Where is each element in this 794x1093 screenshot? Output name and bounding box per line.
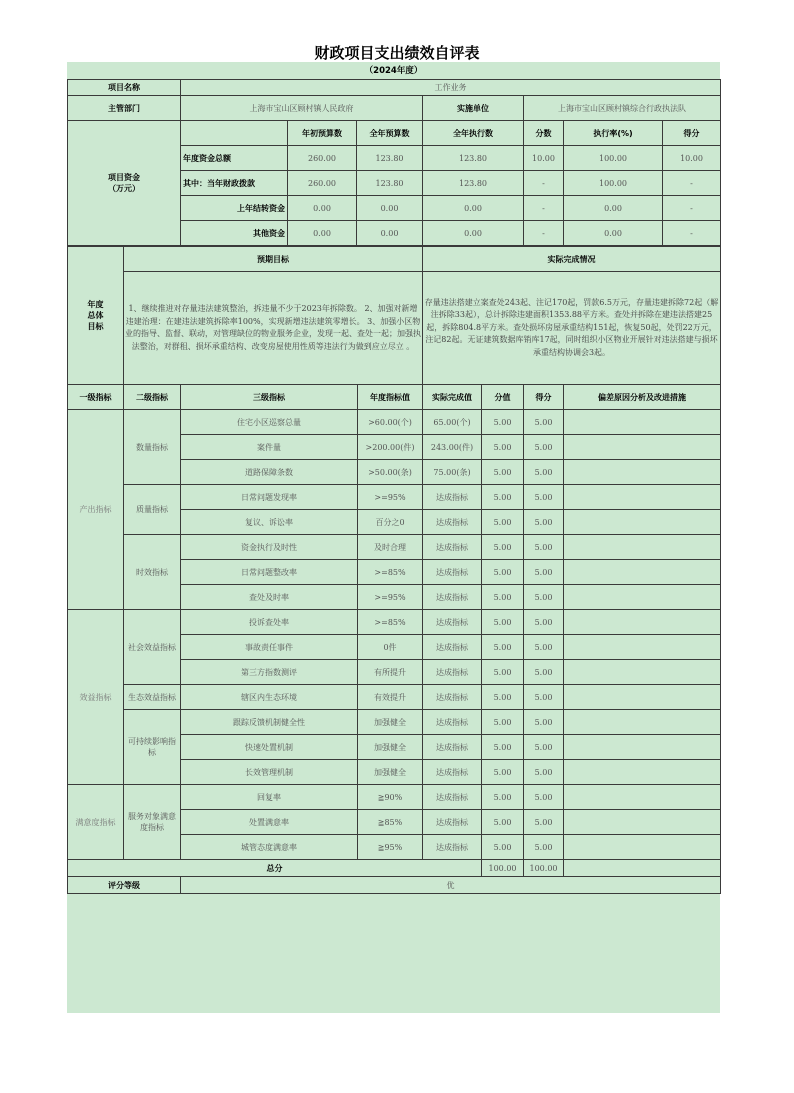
indicator-name: 日常问题整改率 (181, 560, 358, 585)
indicator-score: 5.00 (524, 635, 564, 660)
indicator-weight: 5.00 (482, 660, 524, 685)
indicator-weight: 5.00 (482, 735, 524, 760)
indicator-actual: 达成指标 (423, 785, 482, 810)
indicator-note (564, 535, 721, 560)
rating-value: 优 (181, 877, 721, 894)
indicator-note (564, 460, 721, 485)
indicator-name: 复议、诉讼率 (181, 510, 358, 535)
indicator-score: 5.00 (524, 460, 564, 485)
funds-cell: 10.00 (524, 146, 564, 171)
funds-row-label: 上年结转资金 (181, 196, 288, 221)
indicator-header-weight: 分值 (482, 385, 524, 410)
indicator-name: 投诉查处率 (181, 610, 358, 635)
indicator-actual: 达成指标 (423, 560, 482, 585)
funds-cell: 0.00 (357, 196, 423, 221)
indicator-score: 5.00 (524, 435, 564, 460)
annual-goals-table (67, 246, 721, 385)
funds-cell: 0.00 (423, 196, 524, 221)
indicator-score: 5.00 (524, 610, 564, 635)
indicator-header-level2: 二级指标 (124, 385, 181, 410)
goals-section-label (68, 247, 124, 385)
indicator-weight: 5.00 (482, 710, 524, 735)
indicator-target: >60.00(个) (358, 410, 423, 435)
funds-cell: - (524, 221, 564, 246)
indicator-weight: 5.00 (482, 835, 524, 860)
indicator-note (564, 835, 721, 860)
indicator-target: >=85% (358, 610, 423, 635)
indicator-score: 5.00 (524, 710, 564, 735)
funds-cell: 123.80 (423, 146, 524, 171)
indicator-name: 第三方指数测评 (181, 660, 358, 685)
indicator-name: 快速处置机制 (181, 735, 358, 760)
funds-cell: 0.00 (357, 221, 423, 246)
indicator-weight: 5.00 (482, 410, 524, 435)
indicators-table (67, 384, 721, 894)
indicator-actual: 243.00(件) (423, 435, 482, 460)
indicator-name: 回复率 (181, 785, 358, 810)
indicator-target: ≧95% (358, 835, 423, 860)
indicator-target: >=85% (358, 560, 423, 585)
indicator-weight: 5.00 (482, 685, 524, 710)
indicator-target: 百分之0 (358, 510, 423, 535)
indicator-target: 有所提升 (358, 660, 423, 685)
indicator-actual: 达成指标 (423, 685, 482, 710)
indicator-note (564, 785, 721, 810)
indicator-note (564, 435, 721, 460)
indicator-note (564, 635, 721, 660)
level1-satisfaction: 满意度指标 (68, 785, 124, 860)
funds-cell: 0.00 (564, 196, 663, 221)
level2-social-benefit: 社会效益指标 (124, 610, 181, 685)
indicator-note (564, 485, 721, 510)
indicator-name: 道路保障条数 (181, 460, 358, 485)
indicator-weight: 5.00 (482, 610, 524, 635)
goals-label-line2: 总体 (87, 311, 104, 320)
indicator-note (564, 585, 721, 610)
funds-section-label (68, 121, 181, 246)
indicator-name: 处置满意率 (181, 810, 358, 835)
indicator-actual: 达成指标 (423, 635, 482, 660)
indicator-actual: 65.00(个) (423, 410, 482, 435)
dept-value: 上海市宝山区顾村镇人民政府 (181, 96, 423, 121)
funds-cell: 0.00 (288, 221, 357, 246)
indicator-target: 加强健全 (358, 760, 423, 785)
funds-cell: 123.80 (423, 171, 524, 196)
funds-cell: 260.00 (288, 171, 357, 196)
indicator-target: >=95% (358, 585, 423, 610)
indicator-note (564, 735, 721, 760)
indicator-target: ≧90% (358, 785, 423, 810)
indicator-note (564, 685, 721, 710)
funds-header-executed: 全年执行数 (423, 121, 524, 146)
goals-label-line3: 目标 (87, 322, 104, 331)
indicator-score: 5.00 (524, 685, 564, 710)
total-weight: 100.00 (482, 860, 524, 877)
indicator-actual: 达成指标 (423, 585, 482, 610)
funds-row-label: 其他资金 (181, 221, 288, 246)
level2-quantity: 数量指标 (124, 410, 181, 485)
indicator-target: ≧85% (358, 810, 423, 835)
indicator-header-target: 年度指标值 (358, 385, 423, 410)
indicator-header-actual: 实际完成值 (423, 385, 482, 410)
indicator-note (564, 660, 721, 685)
total-score: 100.00 (524, 860, 564, 877)
indicator-weight: 5.00 (482, 435, 524, 460)
indicator-actual: 达成指标 (423, 485, 482, 510)
indicator-note (564, 510, 721, 535)
indicator-note (564, 560, 721, 585)
funds-cell: 10.00 (663, 146, 721, 171)
indicator-name: 事故责任事件 (181, 635, 358, 660)
indicator-weight: 5.00 (482, 510, 524, 535)
page-title: 财政项目支出绩效自评表 (314, 44, 480, 62)
funds-cell: 123.80 (357, 171, 423, 196)
funds-cell: - (663, 221, 721, 246)
funds-row-label: 年度资金总额 (181, 146, 288, 171)
indicator-actual: 75.00(条) (423, 460, 482, 485)
funds-cell: 260.00 (288, 146, 357, 171)
indicator-score: 5.00 (524, 660, 564, 685)
indicator-actual: 达成指标 (423, 535, 482, 560)
indicator-target: >200.00(件) (358, 435, 423, 460)
project-info-table (67, 79, 721, 246)
funds-cell: 0.00 (288, 196, 357, 221)
indicator-name: 辖区内生态环境 (181, 685, 358, 710)
indicator-target: 加强健全 (358, 710, 423, 735)
funds-cell: - (663, 196, 721, 221)
indicator-name: 案件量 (181, 435, 358, 460)
funds-row-label: 其中：当年财政拨款 (181, 171, 288, 196)
indicator-note (564, 610, 721, 635)
indicator-name: 城管态度满意率 (181, 835, 358, 860)
indicator-actual: 达成指标 (423, 710, 482, 735)
indicator-note (564, 710, 721, 735)
funds-cell: 100.00 (564, 171, 663, 196)
level1-benefit: 效益指标 (68, 610, 124, 785)
indicator-target: 有效提升 (358, 685, 423, 710)
indicator-target: 加强健全 (358, 735, 423, 760)
funds-label-line1: 项目资金 (108, 173, 140, 182)
indicator-target: >50.00(条) (358, 460, 423, 485)
indicator-weight: 5.00 (482, 585, 524, 610)
project-name-label: 项目名称 (68, 80, 181, 96)
funds-cell: 123.80 (357, 146, 423, 171)
level2-service-satisfaction: 服务对象满意度指标 (124, 785, 181, 860)
funds-header-blank (181, 121, 288, 146)
indicator-note (564, 810, 721, 835)
indicator-score: 5.00 (524, 410, 564, 435)
funds-header-initial-budget: 年初预算数 (288, 121, 357, 146)
indicator-actual: 达成指标 (423, 735, 482, 760)
indicator-target: >=95% (358, 485, 423, 510)
indicator-header-deviation: 偏差原因分析及改进措施 (564, 385, 721, 410)
total-note (564, 860, 721, 877)
funds-header-points: 分数 (524, 121, 564, 146)
indicator-weight: 5.00 (482, 635, 524, 660)
funds-cell: 0.00 (423, 221, 524, 246)
indicator-weight: 5.00 (482, 810, 524, 835)
level2-timeliness: 时效指标 (124, 535, 181, 610)
indicator-name: 日常问题发现率 (181, 485, 358, 510)
impl-unit-label: 实施单位 (423, 96, 524, 121)
indicator-score: 5.00 (524, 510, 564, 535)
indicator-actual: 达成指标 (423, 610, 482, 635)
indicator-header-level1: 一级指标 (68, 385, 124, 410)
goals-label-line1: 年度 (87, 300, 104, 309)
level2-quality: 质量指标 (124, 485, 181, 535)
indicator-score: 5.00 (524, 785, 564, 810)
dept-label: 主管部门 (68, 96, 181, 121)
indicator-actual: 达成指标 (423, 835, 482, 860)
indicator-note (564, 760, 721, 785)
indicator-name: 资金执行及时性 (181, 535, 358, 560)
indicator-score: 5.00 (524, 535, 564, 560)
indicator-header-level3: 三级指标 (181, 385, 358, 410)
indicator-score: 5.00 (524, 560, 564, 585)
expected-goals-text: 1、继续推进对存量违法建筑整治，拆违量不少于2023年拆除数。 2、加强对新增违建治理：在建违法建筑拆除率100%，实现新增违法建筑零增长。 3、加强小区物业的指导、监督、联动，对管理缺位的物业服务企业，发现一起、查处一起；加强执法整治，对群租、损坏承重结构、改变房屋使用性质等违法行为做到应立尽立 。 (124, 272, 423, 385)
project-name-value: 工作业务 (181, 80, 721, 96)
funds-cell: 100.00 (564, 146, 663, 171)
indicator-name: 查处及时率 (181, 585, 358, 610)
indicator-weight: 5.00 (482, 535, 524, 560)
indicator-weight: 5.00 (482, 560, 524, 585)
indicator-score: 5.00 (524, 760, 564, 785)
funds-cell: 0.00 (564, 221, 663, 246)
level1-output: 产出指标 (68, 410, 124, 610)
indicator-name: 住宅小区巡察总量 (181, 410, 358, 435)
indicator-name: 长效管理机制 (181, 760, 358, 785)
funds-label-line2: （万元） (108, 184, 140, 193)
indicator-score: 5.00 (524, 485, 564, 510)
indicator-score: 5.00 (524, 585, 564, 610)
funds-header-annual-budget: 全年预算数 (357, 121, 423, 146)
indicator-actual: 达成指标 (423, 760, 482, 785)
total-label: 总分 (68, 860, 482, 877)
level2-eco-benefit: 生态效益指标 (124, 685, 181, 710)
indicator-actual: 达成指标 (423, 660, 482, 685)
indicator-score: 5.00 (524, 810, 564, 835)
actual-completion-header: 实际完成情况 (423, 247, 721, 272)
actual-completion-text: 存量违法搭建立案查处243起、注记170起，罚款6.5万元，存量违建拆除72起（解注拆除33起），总计拆除违建面积1353.88平方米。查处并拆除在建违法搭建25起，拆除804.8平方米。查处损坏房屋承重结构151起，恢复50起，处罚22万元，注记82起。无证建筑数据库销库17起，同时组织小区物业开展针对违法搭建与损坏承重结构协调会3起。 (423, 272, 721, 385)
page-subtitle: （2024年度） (364, 66, 423, 76)
indicator-name: 跟踪反馈机制健全性 (181, 710, 358, 735)
level2-sustainability: 可持续影响指标 (124, 710, 181, 785)
indicator-weight: 5.00 (482, 760, 524, 785)
indicator-weight: 5.00 (482, 785, 524, 810)
indicator-score: 5.00 (524, 835, 564, 860)
impl-unit-value: 上海市宝山区顾村镇综合行政执法队 (524, 96, 721, 121)
funds-header-exec-rate: 执行率(%) (564, 121, 663, 146)
indicator-actual: 达成指标 (423, 810, 482, 835)
indicator-weight: 5.00 (482, 460, 524, 485)
indicator-header-score: 得分 (524, 385, 564, 410)
funds-cell: - (663, 171, 721, 196)
funds-header-score: 得分 (663, 121, 721, 146)
indicator-score: 5.00 (524, 735, 564, 760)
funds-cell: - (524, 196, 564, 221)
indicator-weight: 5.00 (482, 485, 524, 510)
indicator-note (564, 410, 721, 435)
indicator-target: 0件 (358, 635, 423, 660)
expected-goals-header: 预期目标 (124, 247, 423, 272)
funds-cell: - (524, 171, 564, 196)
rating-label: 评分等级 (68, 877, 181, 894)
indicator-target: 及时合理 (358, 535, 423, 560)
indicator-actual: 达成指标 (423, 510, 482, 535)
